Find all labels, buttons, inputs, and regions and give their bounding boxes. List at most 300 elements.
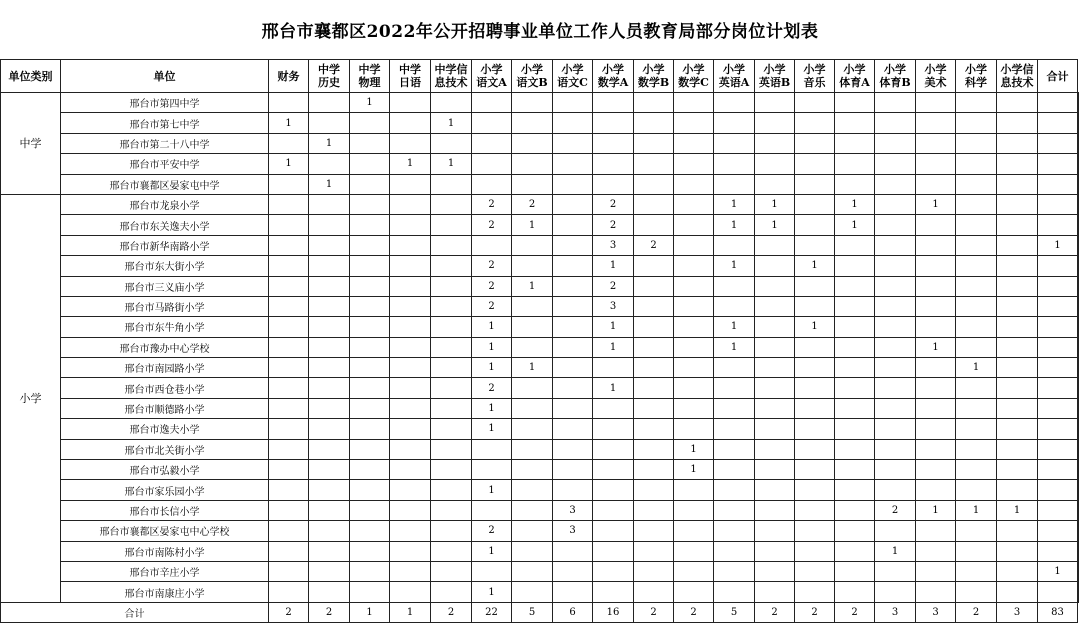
column-header-line: 小学 (965, 63, 987, 76)
position-count-cell (472, 133, 512, 153)
position-count-cell (553, 439, 593, 459)
position-count-cell (795, 500, 835, 520)
position-count-cell (553, 460, 593, 480)
position-count-cell (593, 358, 634, 378)
column-header (309, 60, 350, 93)
position-count-cell (431, 256, 472, 276)
position-count-cell (593, 480, 634, 500)
column-total-cell: 16 (593, 602, 634, 622)
position-count-cell (431, 194, 472, 214)
position-count-cell (875, 358, 916, 378)
position-count-cell (795, 93, 835, 113)
position-count-cell (875, 296, 916, 316)
position-count-cell (714, 113, 755, 133)
row-total-cell (1078, 93, 1079, 113)
column-total-cell: 1 (390, 602, 431, 622)
position-count-cell (350, 174, 390, 194)
position-count-cell (390, 378, 431, 398)
position-count-cell: 2 (472, 215, 512, 235)
column-header (875, 60, 916, 93)
position-count-cell: 2 (593, 215, 634, 235)
position-count-cell (390, 561, 431, 581)
position-count-cell (431, 398, 472, 418)
position-count-cell (674, 113, 714, 133)
table-row (1, 337, 1079, 357)
position-count-cell: 1 (472, 582, 512, 602)
table-row (1, 256, 1079, 276)
column-header-line: 数学A (597, 76, 629, 89)
position-count-cell (390, 256, 431, 276)
unit-category-cell: 小学 (1, 194, 61, 602)
row-total-cell (1078, 541, 1079, 561)
table-row (1, 93, 1079, 113)
position-count-cell (431, 317, 472, 337)
row-total-cell (1078, 398, 1079, 418)
position-count-cell (553, 174, 593, 194)
position-count-cell (835, 521, 875, 541)
position-count-cell (956, 317, 997, 337)
position-count-cell (350, 317, 390, 337)
position-count-cell (997, 154, 1038, 174)
position-count-cell: 1 (593, 317, 634, 337)
position-count-cell (390, 398, 431, 418)
position-count-cell (835, 561, 875, 581)
column-total-cell: 3 (916, 602, 956, 622)
position-count-cell (795, 174, 835, 194)
position-count-cell (835, 174, 875, 194)
position-count-cell (875, 154, 916, 174)
position-count-cell: 1 (269, 113, 309, 133)
column-header (916, 60, 956, 93)
position-count-cell (350, 521, 390, 541)
position-count-cell (634, 358, 674, 378)
unit-name-cell: 邢台市三义庙小学 (61, 276, 269, 296)
position-count-cell (755, 154, 795, 174)
position-count-cell (997, 93, 1038, 113)
position-count-cell (431, 235, 472, 255)
position-count-cell (997, 541, 1038, 561)
position-count-cell (875, 235, 916, 255)
position-count-cell: 1 (472, 317, 512, 337)
position-count-cell (835, 296, 875, 316)
position-count-cell (916, 215, 956, 235)
position-count-cell (350, 480, 390, 500)
position-count-cell (835, 358, 875, 378)
position-count-cell (431, 174, 472, 194)
position-count-cell (956, 460, 997, 480)
column-header-line: 息技术 (434, 76, 468, 89)
position-count-cell (390, 93, 431, 113)
position-count-cell (795, 113, 835, 133)
position-count-cell (997, 276, 1038, 296)
position-count-cell (674, 541, 714, 561)
position-count-cell (350, 276, 390, 296)
table-row (1, 174, 1079, 194)
position-count-cell (674, 235, 714, 255)
position-count-cell: 1 (472, 358, 512, 378)
position-count-cell (956, 133, 997, 153)
position-count-cell (875, 113, 916, 133)
position-count-cell (755, 460, 795, 480)
position-count-cell (431, 133, 472, 153)
position-count-cell (593, 561, 634, 581)
position-count-cell (593, 133, 634, 153)
unit-category-cell: 中学 (1, 93, 61, 195)
position-count-cell (795, 521, 835, 541)
position-count-cell (512, 296, 553, 316)
position-count-cell (269, 133, 309, 153)
position-count-cell (512, 93, 553, 113)
unit-name-cell: 邢台市龙泉小学 (61, 194, 269, 214)
position-count-cell (997, 194, 1038, 214)
position-count-cell (714, 276, 755, 296)
position-count-cell (390, 419, 431, 439)
position-count-cell (1038, 174, 1078, 194)
table-row (1, 582, 1079, 602)
table-row (1, 439, 1079, 459)
position-count-cell (309, 398, 350, 418)
position-count-cell (916, 256, 956, 276)
table-row (1, 133, 1079, 153)
position-count-cell (350, 133, 390, 153)
position-count-cell (997, 561, 1038, 581)
position-count-cell (350, 541, 390, 561)
position-count-cell (350, 337, 390, 357)
position-count-cell (956, 398, 997, 418)
position-count-cell (674, 296, 714, 316)
position-count-cell (269, 460, 309, 480)
position-count-cell (512, 582, 553, 602)
unit-name-cell: 邢台市辛庄小学 (61, 561, 269, 581)
position-count-cell (634, 256, 674, 276)
position-count-cell (472, 439, 512, 459)
position-count-cell (916, 398, 956, 418)
position-count-cell (916, 561, 956, 581)
position-count-cell (714, 133, 755, 153)
position-count-cell (472, 154, 512, 174)
position-count-cell: 2 (875, 500, 916, 520)
position-count-cell (795, 561, 835, 581)
position-count-cell (269, 235, 309, 255)
position-count-cell (835, 378, 875, 398)
position-count-cell (593, 419, 634, 439)
position-count-cell (512, 154, 553, 174)
position-count-cell (553, 337, 593, 357)
position-count-cell (431, 561, 472, 581)
position-count-cell (390, 276, 431, 296)
row-total-cell (1078, 235, 1079, 255)
position-count-cell (835, 582, 875, 602)
position-count-cell (795, 154, 835, 174)
position-count-cell (956, 215, 997, 235)
unit-name-cell: 邢台市第七中学 (61, 113, 269, 133)
position-count-cell: 1 (674, 439, 714, 459)
position-count-cell (674, 378, 714, 398)
column-header (1, 60, 61, 93)
position-count-cell (714, 93, 755, 113)
position-count-cell (269, 480, 309, 500)
position-count-cell (309, 93, 350, 113)
position-count-cell (875, 337, 916, 357)
position-count-cell: 1 (795, 256, 835, 276)
position-count-cell (390, 480, 431, 500)
position-count-cell (269, 256, 309, 276)
position-count-cell (674, 276, 714, 296)
row-total-cell (1078, 194, 1079, 214)
position-count-cell (916, 296, 956, 316)
position-count-cell (835, 500, 875, 520)
position-count-cell (472, 561, 512, 581)
column-header-line: 音乐 (803, 76, 826, 89)
position-count-cell (309, 460, 350, 480)
position-count-cell (956, 296, 997, 316)
grand-total-cell: 83 (1038, 602, 1078, 622)
position-count-cell (634, 317, 674, 337)
position-count-cell: 1 (795, 317, 835, 337)
position-count-cell (916, 113, 956, 133)
position-count-cell: 1 (997, 500, 1038, 520)
position-count-cell (350, 113, 390, 133)
title-bar (0, 0, 1080, 59)
position-count-cell (835, 337, 875, 357)
position-count-cell (309, 317, 350, 337)
position-count-cell (634, 561, 674, 581)
unit-name-cell: 邢台市弘毅小学 (61, 460, 269, 480)
column-header-line: 小学 (884, 63, 906, 76)
position-count-cell (350, 419, 390, 439)
position-count-cell (1038, 500, 1078, 520)
table-row (1, 215, 1079, 235)
position-count-cell (350, 378, 390, 398)
table-row (1, 541, 1079, 561)
position-count-cell (309, 235, 350, 255)
position-count-cell (997, 460, 1038, 480)
position-count-cell (634, 337, 674, 357)
column-header (472, 60, 512, 93)
table-row (1, 235, 1079, 255)
position-count-cell: 1 (714, 337, 755, 357)
position-count-cell (593, 398, 634, 418)
position-count-cell (956, 439, 997, 459)
position-count-cell: 1 (916, 500, 956, 520)
header-row (1, 60, 1079, 93)
position-count-cell (997, 296, 1038, 316)
position-count-cell (674, 500, 714, 520)
position-count-cell (512, 337, 553, 357)
position-count-cell (634, 93, 674, 113)
position-count-cell (956, 378, 997, 398)
position-count-cell (755, 582, 795, 602)
position-count-cell (755, 235, 795, 255)
position-count-cell (755, 337, 795, 357)
position-count-cell (431, 419, 472, 439)
position-count-cell (755, 398, 795, 418)
position-count-cell: 1 (472, 541, 512, 561)
position-count-cell (472, 500, 512, 520)
position-count-cell (674, 521, 714, 541)
table-row (1, 480, 1079, 500)
position-count-cell: 1 (674, 460, 714, 480)
position-count-cell (553, 154, 593, 174)
position-count-cell (593, 174, 634, 194)
position-count-cell (997, 439, 1038, 459)
column-total-cell: 2 (269, 602, 309, 622)
position-count-cell (956, 194, 997, 214)
position-count-cell (714, 174, 755, 194)
table-row (1, 419, 1079, 439)
position-count-cell (755, 113, 795, 133)
position-count-cell (997, 480, 1038, 500)
column-header-line: 小学 (480, 63, 503, 76)
row-total-cell (1078, 154, 1079, 174)
position-count-cell (956, 113, 997, 133)
position-count-cell (875, 398, 916, 418)
position-count-cell (390, 460, 431, 480)
position-count-cell (714, 439, 755, 459)
position-count-cell (795, 541, 835, 561)
position-count-cell (309, 480, 350, 500)
position-count-cell (431, 93, 472, 113)
position-count-cell: 2 (593, 276, 634, 296)
position-count-cell: 1 (875, 541, 916, 561)
column-header-line: 小学 (682, 63, 705, 76)
position-count-cell (553, 317, 593, 337)
position-count-cell (512, 378, 553, 398)
position-count-cell (835, 480, 875, 500)
position-count-cell (593, 93, 634, 113)
position-count-cell: 1 (1038, 561, 1078, 581)
position-count-cell: 1 (835, 194, 875, 214)
position-count-cell (390, 500, 431, 520)
position-count-cell (755, 419, 795, 439)
position-count-cell (512, 317, 553, 337)
position-count-cell (714, 398, 755, 418)
position-count-cell (674, 582, 714, 602)
position-count-cell (997, 337, 1038, 357)
position-count-cell (875, 93, 916, 113)
position-count-cell (390, 521, 431, 541)
position-count-cell (916, 419, 956, 439)
position-count-cell: 1 (714, 317, 755, 337)
position-count-cell: 3 (553, 500, 593, 520)
position-count-cell (309, 296, 350, 316)
position-count-cell: 1 (431, 154, 472, 174)
position-count-cell (512, 398, 553, 418)
row-total-cell (1078, 582, 1079, 602)
position-count-cell (795, 358, 835, 378)
column-header-line: 小学 (521, 63, 543, 76)
position-count-cell (714, 296, 755, 316)
column-total-cell: 5 (714, 602, 755, 622)
table-row (1, 500, 1079, 520)
column-header-line: 小学 (803, 63, 826, 76)
position-count-cell (309, 194, 350, 214)
position-count-cell (916, 174, 956, 194)
position-count-cell (755, 439, 795, 459)
position-count-cell (997, 378, 1038, 398)
column-total-cell: 22 (472, 602, 512, 622)
table-row (1, 154, 1079, 174)
column-header-line: 单位类别 (8, 69, 53, 83)
position-count-cell (674, 256, 714, 276)
position-count-cell: 2 (472, 256, 512, 276)
position-count-cell (309, 521, 350, 541)
position-count-cell (593, 541, 634, 561)
position-count-cell (714, 419, 755, 439)
column-header (795, 60, 835, 93)
column-header-line: 美术 (924, 76, 947, 89)
position-count-cell (875, 256, 916, 276)
position-count-cell (593, 113, 634, 133)
position-count-cell (309, 541, 350, 561)
position-count-cell (309, 276, 350, 296)
table-row (1, 317, 1079, 337)
row-total-cell (1078, 276, 1079, 296)
position-count-cell (714, 541, 755, 561)
position-count-cell (593, 582, 634, 602)
position-count-cell (553, 133, 593, 153)
column-header-line: 息技术 (1000, 76, 1034, 89)
row-total-cell (1078, 215, 1079, 235)
position-count-cell (916, 358, 956, 378)
row-total-cell (1078, 561, 1079, 581)
column-total-cell: 5 (512, 602, 553, 622)
column-header (1038, 60, 1078, 93)
table-row (1, 521, 1079, 541)
row-total-cell (1078, 419, 1079, 439)
position-count-cell (755, 133, 795, 153)
position-count-cell: 1 (593, 337, 634, 357)
position-count-cell (553, 561, 593, 581)
table-row (1, 194, 1079, 214)
row-total-cell (1078, 113, 1079, 133)
position-count-cell (553, 541, 593, 561)
table-row (1, 398, 1079, 418)
position-count-cell: 1 (512, 215, 553, 235)
position-count-cell (350, 215, 390, 235)
position-count-cell (1038, 215, 1078, 235)
position-count-cell (1038, 378, 1078, 398)
column-total-cell: 6 (553, 602, 593, 622)
position-count-cell (634, 194, 674, 214)
position-count-cell (309, 113, 350, 133)
column-header-line: 小学信 (1000, 63, 1034, 76)
position-count-cell (390, 113, 431, 133)
table-body (1, 93, 1079, 623)
position-count-cell (956, 521, 997, 541)
position-count-cell (269, 337, 309, 357)
position-count-cell (634, 133, 674, 153)
position-count-cell (674, 398, 714, 418)
position-count-cell (634, 460, 674, 480)
position-count-cell (431, 215, 472, 235)
column-header-line: 体育B (879, 76, 911, 89)
position-count-cell (593, 500, 634, 520)
column-header (714, 60, 755, 93)
column-header-line: 数学B (637, 76, 670, 89)
position-count-cell (553, 378, 593, 398)
position-count-cell: 1 (916, 337, 956, 357)
position-count-cell (956, 174, 997, 194)
column-header (553, 60, 593, 93)
row-total-cell (1078, 480, 1079, 500)
position-count-cell (674, 215, 714, 235)
position-count-cell: 2 (512, 194, 553, 214)
position-count-cell (674, 480, 714, 500)
unit-name-cell: 邢台市第二十八中学 (61, 133, 269, 153)
column-header-line: 中学 (358, 63, 381, 76)
position-count-cell (634, 378, 674, 398)
